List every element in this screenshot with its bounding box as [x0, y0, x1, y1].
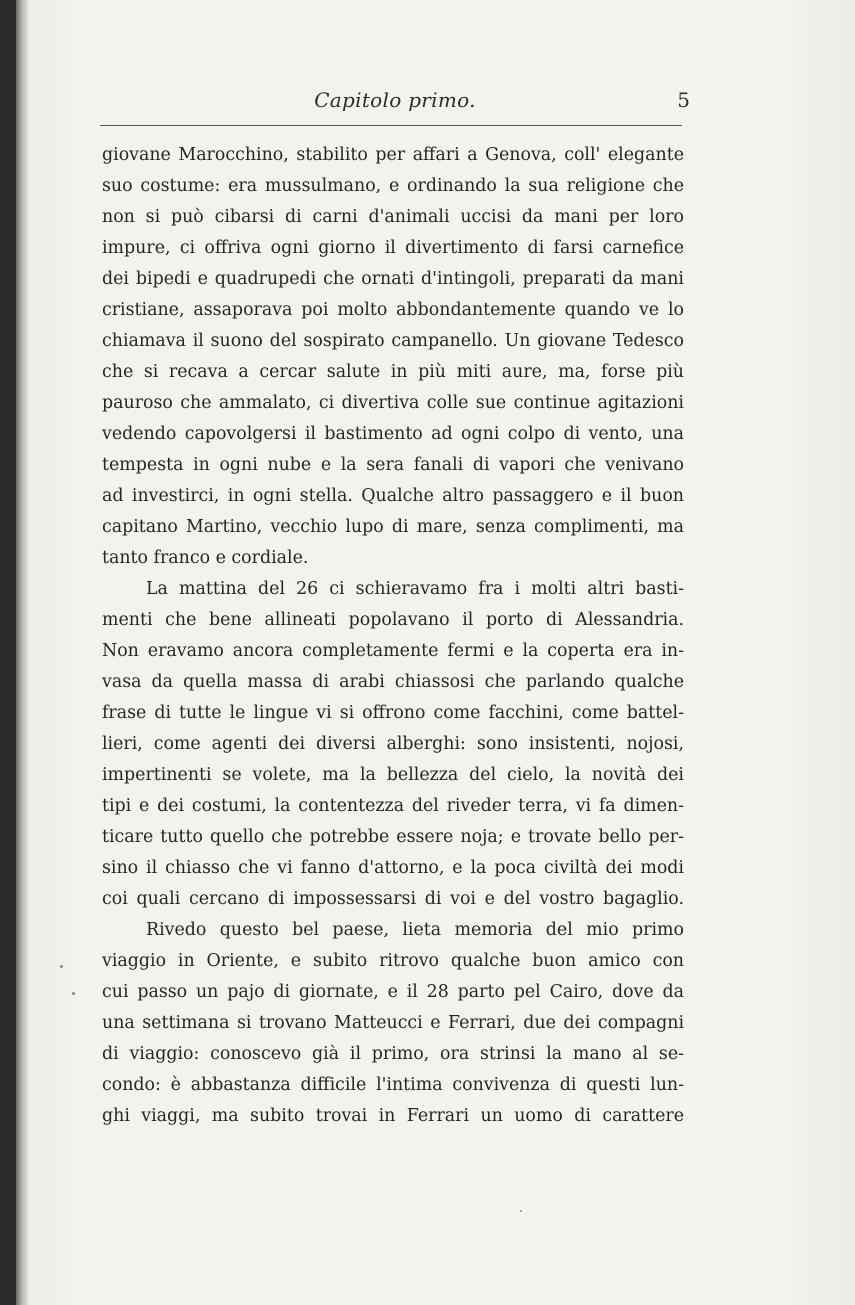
- text-line: La mattina del 26 ci schieravamo fra i molti altri basti-: [146, 579, 684, 599]
- book-spine-shadow: [0, 0, 16, 1305]
- text-line: suo costume: era mussulmano, e ordinando la sua religione che: [102, 176, 684, 196]
- text-line: coi quali cercano di impossessarsi di voi e del vostro bagaglio.: [102, 889, 684, 909]
- page-gutter: [16, 0, 28, 1305]
- text-line: ad investirci, in ogni stella. Qualche altro passaggero e il buon: [102, 486, 684, 506]
- text-line: frase di tutte le lingue vi si offrono come facchini, come battel-: [102, 703, 684, 723]
- text-line: Rivedo questo bel paese, lieta memoria del mio primo: [146, 920, 684, 940]
- header-rule: [100, 125, 682, 126]
- text-line: non si può cibarsi di carni d'animali uccisi da mani per loro: [102, 207, 684, 227]
- text-line: dei bipedi e quadrupedi che ornati d'intingoli, preparati da mani: [102, 269, 684, 289]
- text-line: chiamava il suono del sospirato campanello. Un giovane Tedesco: [102, 331, 684, 351]
- paper-speck: [72, 992, 75, 995]
- text-line: ticare tutto quello che potrebbe essere noja; e trovate bello per-: [102, 827, 684, 847]
- text-line: vedendo capovolgersi il bastimento ad ogni colpo di vento, una: [102, 424, 684, 444]
- running-title: Capitolo primo.: [314, 88, 476, 112]
- page-number: 5: [677, 88, 690, 112]
- text-line: viaggio in Oriente, e subito ritrovo qualche buon amico con: [102, 951, 684, 971]
- paper-speck: [60, 965, 63, 968]
- text-line: ghi viaggi, ma subito trovai in Ferrari un uomo di carattere: [102, 1106, 684, 1126]
- text-line: Non eravamo ancora completamente fermi e la coperta era in-: [102, 641, 684, 661]
- text-line: giovane Marocchino, stabilito per affari a Genova, coll' elegante: [102, 145, 684, 165]
- text-line: tipi e dei costumi, la contentezza del riveder terra, vi fa dimen-: [102, 796, 684, 816]
- text-line: vasa da quella massa di arabi chiassosi che parlando qualche: [102, 672, 684, 692]
- body-text: [102, 140, 684, 1132]
- text-line: sino il chiasso che vi fanno d'attorno, e la poca civiltà dei modi: [102, 858, 684, 878]
- text-line: condo: è abbastanza difficile l'intima convivenza di questi lun-: [102, 1075, 684, 1095]
- text-line: che si recava a cercar salute in più miti aure, ma, forse più: [102, 362, 684, 382]
- text-line: tanto franco e cordiale.: [102, 548, 309, 568]
- text-line: impertinenti se volete, ma la bellezza del cielo, la novità dei: [102, 765, 684, 785]
- paper-speck: [520, 1210, 522, 1212]
- text-line: capitano Martino, vecchio lupo di mare, senza complimenti, ma: [102, 517, 684, 537]
- page-header: [100, 84, 690, 120]
- text-line: cui passo un pajo di giornate, e il 28 parto pel Cairo, dove da: [102, 982, 684, 1002]
- text-line: pauroso che ammalato, ci divertiva colle sue continue agitazioni: [102, 393, 684, 413]
- text-line: una settimana si trovano Matteucci e Ferrari, due dei compagni: [102, 1013, 684, 1033]
- text-line: di viaggio: conoscevo già il primo, ora strinsi la mano al se-: [102, 1044, 684, 1064]
- text-line: menti che bene allineati popolavano il porto di Alessandria.: [102, 610, 684, 630]
- text-line: lieri, come agenti dei diversi alberghi: sono insistenti, nojosi,: [102, 734, 684, 754]
- text-line: tempesta in ogni nube e la sera fanali di vapori che venivano: [102, 455, 684, 475]
- text-line: impure, ci offriva ogni giorno il divertimento di farsi carnefice: [102, 238, 684, 258]
- text-line: cristiane, assaporava poi molto abbondantemente quando ve lo: [102, 300, 684, 320]
